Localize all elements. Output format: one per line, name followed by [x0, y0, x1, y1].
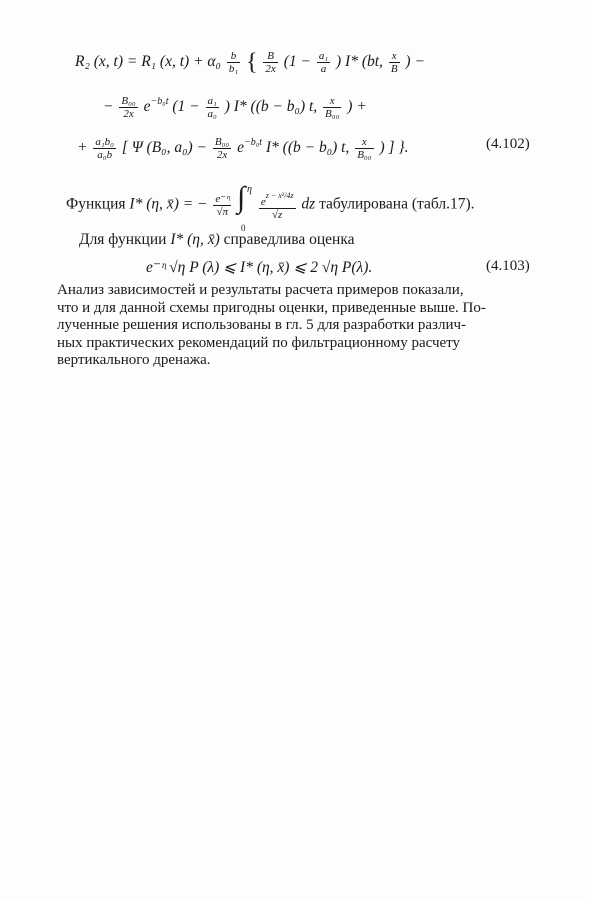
- fraction: $\frac{b}{\text{b₁}}$: [228, 50, 239, 75]
- paragraph-line: лученные решения использованы в гл. 5 для разработки различ-: [57, 317, 467, 333]
- eq-term: ) −: [405, 53, 425, 71]
- integrand-fraction: $\frac{e^{z - x^2/4z}}{√z}$: [260, 190, 294, 221]
- eq-term: ) +: [347, 98, 367, 115]
- analysis-paragraph: [57, 282, 537, 370]
- fraction: $\frac{B}{2x}$: [265, 50, 276, 75]
- fraction: $\frac{x}{\text{B₀₀}}$: [357, 135, 372, 161]
- eq-term: ) ] }.: [379, 139, 409, 156]
- paragraph-line: Анализ зависимостей и результаты расчета примеров показали,: [57, 282, 464, 298]
- eq-4-103: e⁻ᶯ √η P (λ) ⩽ I* (η, x̄) ⩽ 2 √η P(λ).: [146, 259, 373, 276]
- eq-term: [ Ψ (B₀, a₀) −: [121, 139, 207, 156]
- eq-term: −: [103, 98, 114, 115]
- equation-number-4-102: (4.102): [486, 136, 530, 152]
- eq-term: ) I* (bt,: [336, 53, 383, 71]
- fraction: $\frac{\text{a₁}}{a}$: [318, 50, 329, 75]
- equation-number-4-103: (4.103): [486, 258, 530, 274]
- fraction: $\frac{\text{a₁}}{\text{a₀}}$: [207, 94, 217, 120]
- estimate-tail-text: справедлива оценка: [223, 231, 355, 248]
- paragraph-line: ных практических рекомендаций по фильтрационному расчету: [57, 334, 461, 351]
- eq-term: e: [143, 98, 151, 115]
- function-label: Функция: [66, 195, 126, 213]
- eq-term: I* ((b − b₀) t,: [265, 139, 350, 156]
- paragraph-line: вертикального дренажа.: [57, 352, 211, 368]
- paragraph-line: что и для данной схемы пригодны оценки, приведенные выше. По-: [57, 299, 486, 316]
- exponent: −b₀t: [243, 137, 262, 148]
- eq-4-102-line-2: [103, 92, 367, 120]
- function-tail-text: табулирована (табл.17).: [319, 195, 475, 213]
- function-definition-line: [66, 181, 475, 233]
- estimate-intro-line: [79, 230, 355, 250]
- eq-4-102-line-1: [75, 50, 425, 75]
- eq-term: R₂ (x, t) = R₁ (x, t) + α₀: [75, 53, 221, 71]
- eq-term: +: [77, 139, 88, 156]
- eq-term: (1 −: [172, 98, 200, 115]
- eq-term: dz: [301, 195, 316, 213]
- fraction: $\frac{x}{\text{B₀₀}}$: [325, 94, 340, 120]
- fraction: $\frac{x}{B}$: [390, 50, 398, 75]
- estimate-label: Для функции: [79, 231, 167, 248]
- eq-term: I* (η, x̄): [170, 231, 220, 248]
- brace-open: {: [246, 49, 258, 76]
- eq-term: (1 −: [283, 53, 311, 71]
- eq-term: I* (η, x̄) = −: [129, 195, 208, 213]
- eq-4-102-line-3: [77, 133, 408, 161]
- eq-term: e: [237, 139, 244, 156]
- fraction: $\frac{\text{e⁻ᶯ}}{√\pi}$: [215, 192, 230, 218]
- integral-sign: ∫ η 0: [236, 181, 252, 233]
- fraction: $\frac{\text{B₀₀}}{2x}$: [214, 135, 230, 161]
- exponent: −b₀t: [150, 96, 169, 107]
- eq-term: ) I* ((b − b₀) t,: [224, 98, 318, 115]
- fraction: $\frac{\text{B₀₀}}{2x}$: [121, 94, 136, 120]
- fraction: $\frac{\text{a₁b₀}}{\text{a₀b}}$: [95, 135, 114, 161]
